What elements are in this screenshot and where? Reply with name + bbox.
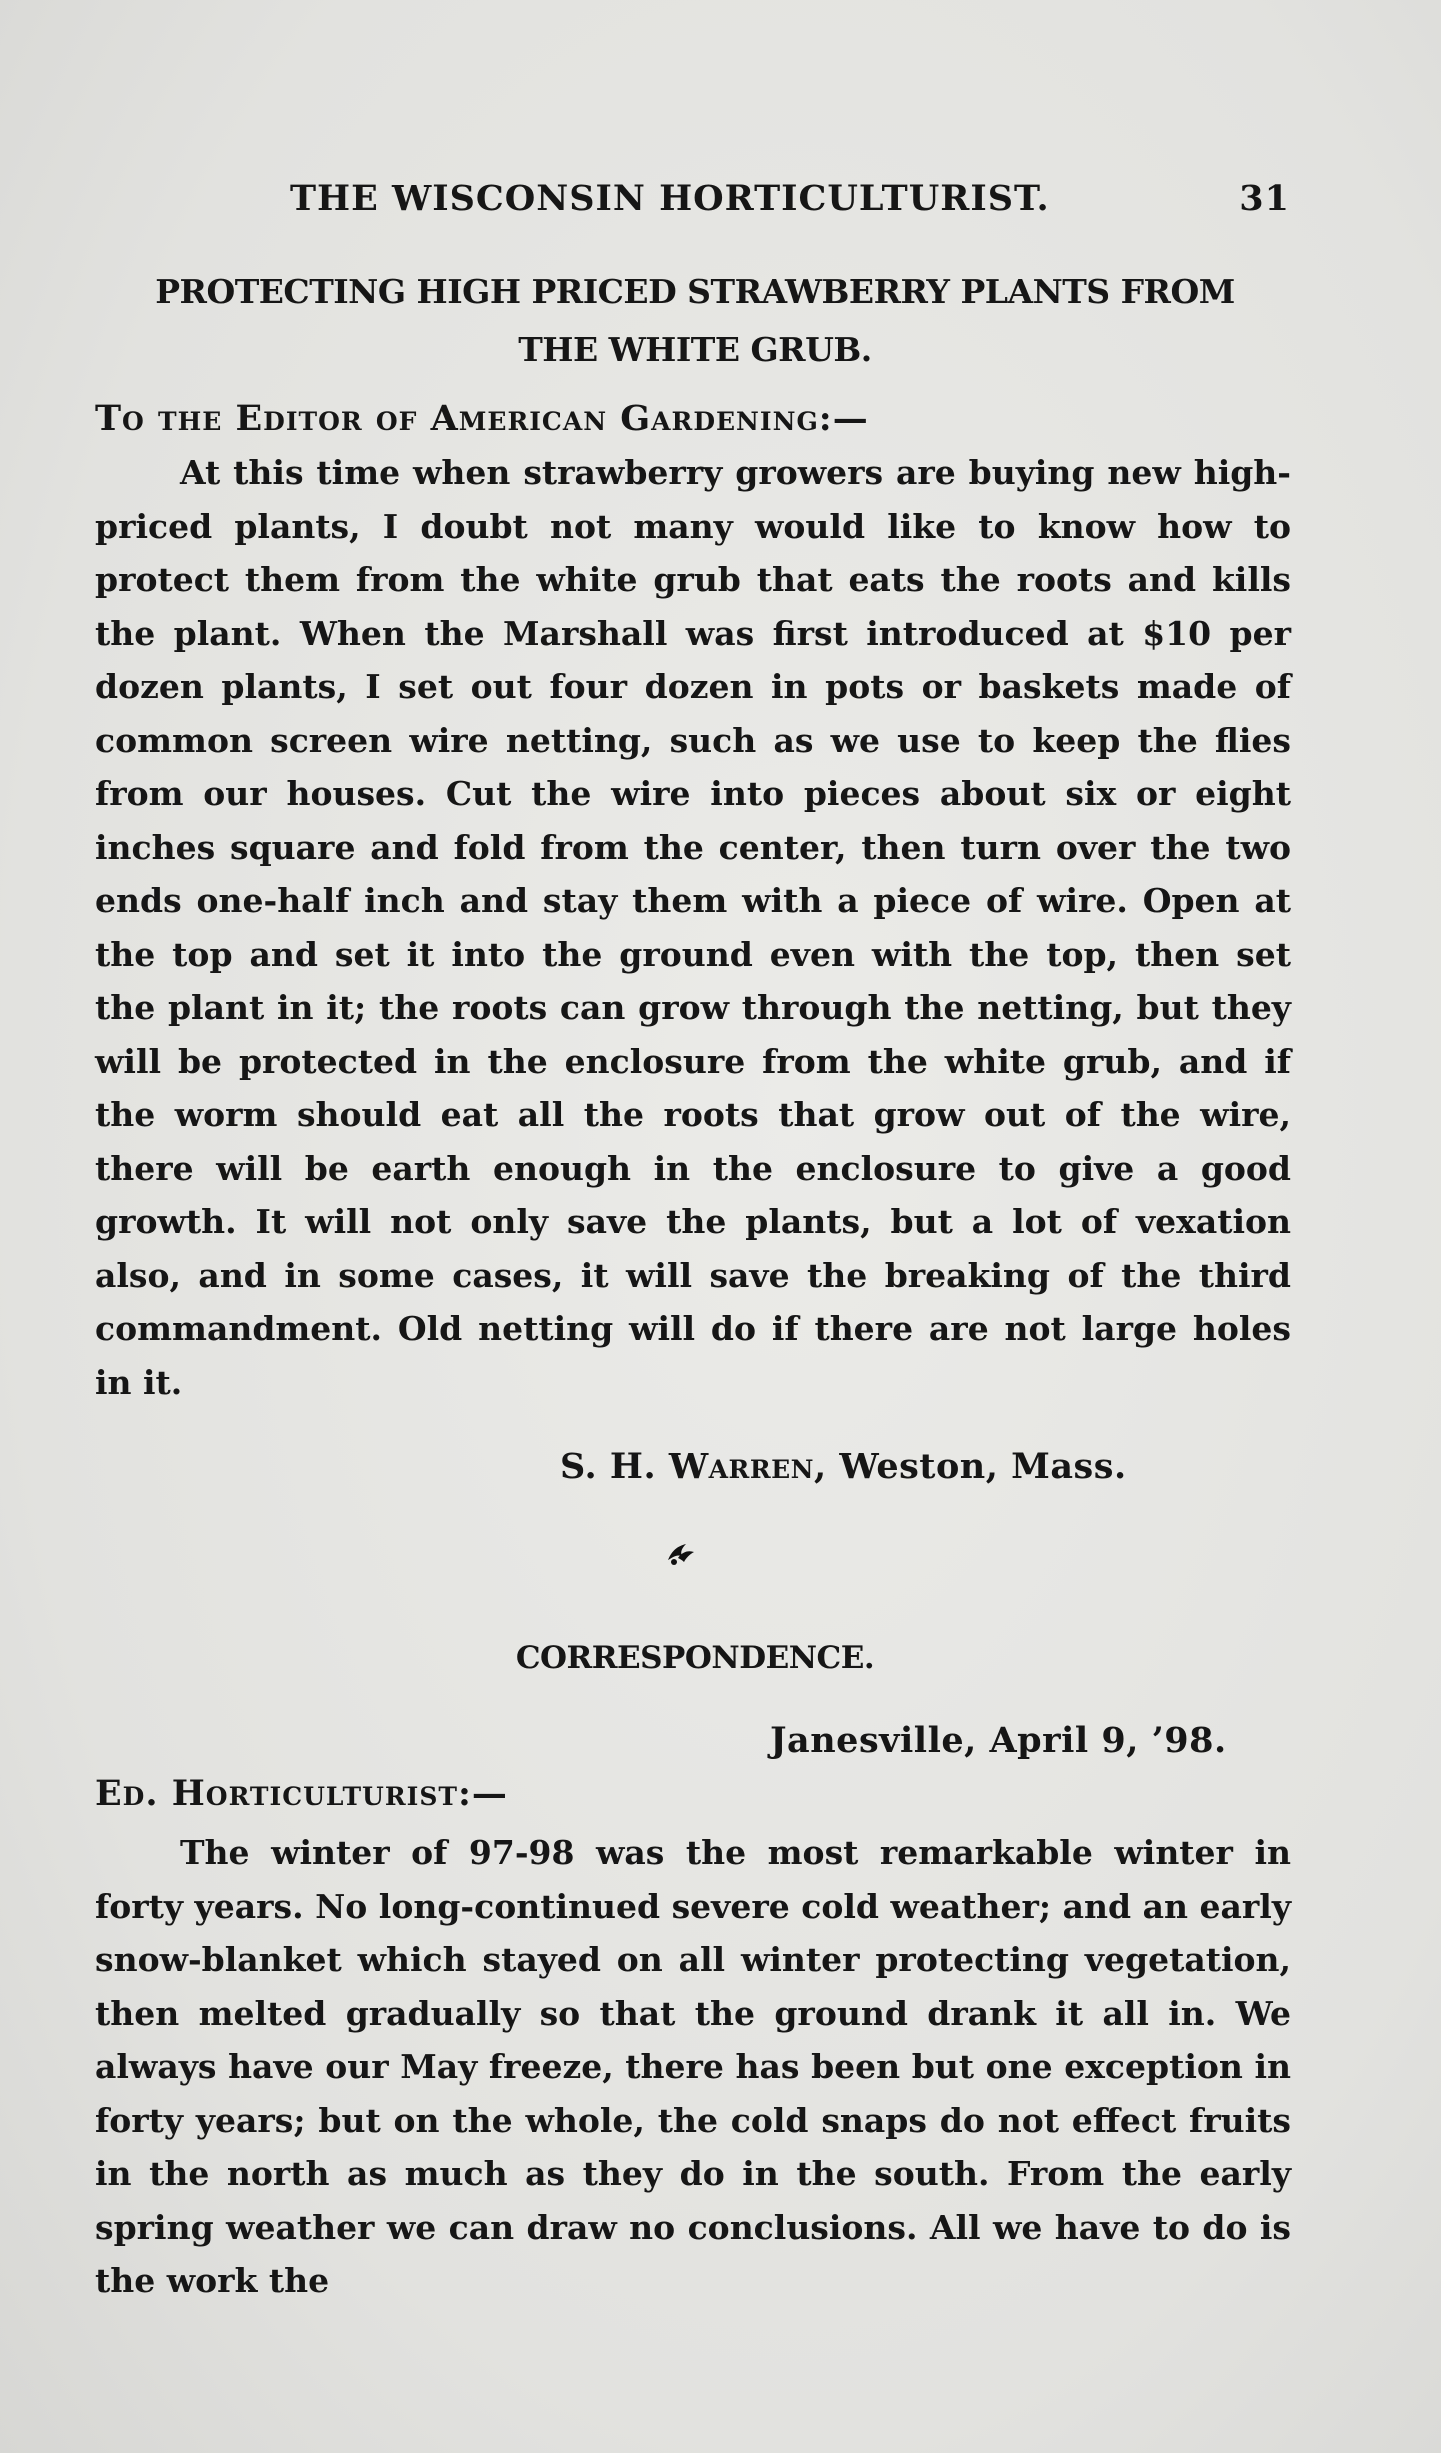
article-salutation: To the Editor of American Gardening:— <box>95 398 869 439</box>
article-paragraph: At this time when strawberry growers are buying new high-priced plants, I doubt not many would like to know how to protect them from the white grub that eats the roots and kills the plant. When the Marshall was first introduced at $10 per dozen plants, I set out four dozen in pots or baskets made of common screen wire netting, such as we use to keep the flies from our houses. Cut the wire into pieces about six or eight inches square and fold from the center, then turn over the two ends one-half inch and stay them with a piece of wire. Open at the top and set it into the ground even with the top, then set the plant in it; the roots can grow through the netting, but they will be protected in the enclosure from the white grub, and if the worm should eat all the roots that grow out of the wire, there will be earth enough in the enclosure to give a good growth. It will not only save the plants, but a lot of vexation also, and in some cases, it will save the breaking of the third commandment. Old netting will do if there are not large holes in it. <box>95 453 1291 1402</box>
journal-title: THE WISCONSIN HORTICULTURIST. <box>290 178 1050 219</box>
section-title: CORRESPONDENCE. <box>515 1640 875 1676</box>
letter-paragraph: The winter of 97-98 was the most remarkable winter in forty years. No long-continued severe cold weather; and an early snow-blanket which stayed on all winter protecting vegetation, then melted gradually so that the ground drank it all in. We always have our May freeze, there has been but one exception in forty years; but on the whole, the cold snaps do not effect fruits in the north as much as they do in the south. From the early spring weather we can draw no conclusions. All we have to do is the work the <box>95 1833 1291 2300</box>
page-number: 31 <box>1239 178 1290 219</box>
article-headline-line-1: PROTECTING HIGH PRICED STRAWBERRY PLANTS FROM <box>155 272 1235 311</box>
letter-body <box>95 1826 1291 2308</box>
article-body <box>95 446 1291 1409</box>
article-signature <box>560 1446 1127 1487</box>
letter-salutation: Ed. Horticulturist:— <box>95 1773 508 1814</box>
signature-place: Weston, Mass. <box>839 1446 1127 1487</box>
article-headline-line-2: THE WHITE GRUB. <box>518 330 872 369</box>
fleuron-icon <box>664 1540 696 1570</box>
signature-name: S. H. Warren, <box>560 1446 827 1487</box>
letter-dateline: Janesville, April 9, ’98. <box>770 1720 1227 1761</box>
